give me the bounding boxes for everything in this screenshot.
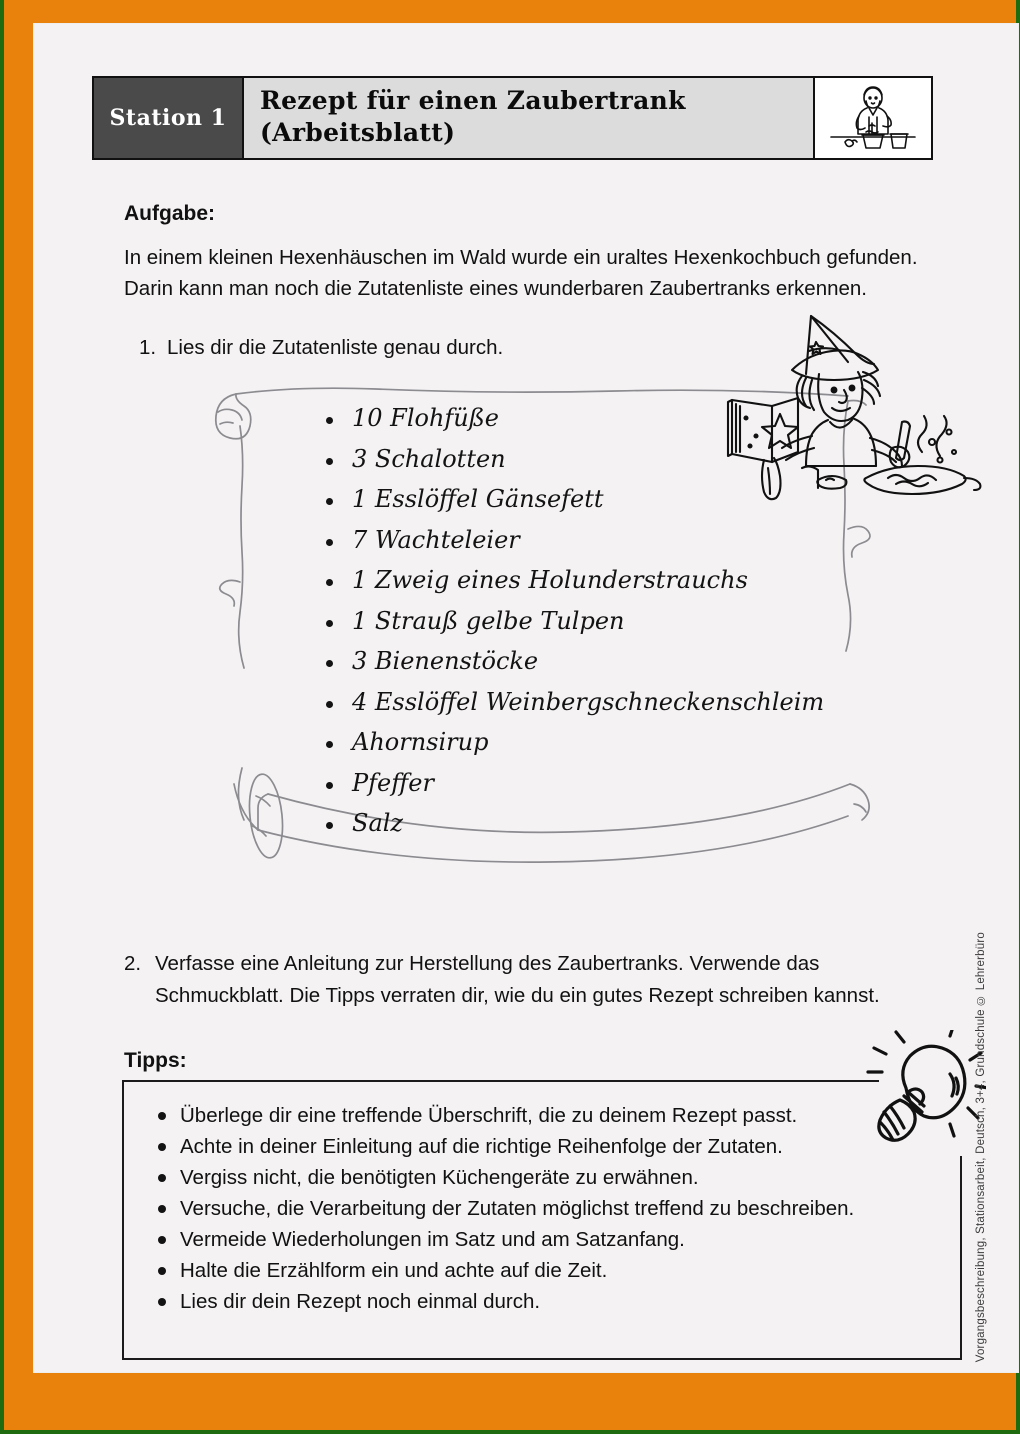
list-item: 3 Schalotten [324,447,864,471]
copyright-credit [970,902,992,1362]
lightbulb-icon [846,1030,986,1160]
list-item: Versuche, die Verarbeitung der Zutaten möglichst treffend zu beschreiben. [156,1195,946,1223]
list-item: Salz [324,811,864,835]
task-two-text: Verfasse eine Anleitung zur Herstellung des Zaubertranks. Verwende das Schmuckblatt. Die Tipps verraten dir, wie du ein gutes Rezept schreiben kannst. [155,952,880,1007]
tips-border-top [122,1080,879,1082]
list-item: Pfeffer [324,771,864,795]
list-item: Überlege dir eine treffende Überschrift, die zu deinem Rezept passt. [156,1102,946,1130]
list-item: Vermeide Wiederholungen im Satz und am Satzanfang. [156,1226,946,1254]
worksheet-title-line-1: Rezept für einen Zaubertrank [260,86,686,115]
witch-with-spellbook-and-cauldron [706,302,986,512]
cooking-person-illustration [815,76,933,160]
station-badge [92,76,244,160]
tipps-heading: Tipps: [124,1049,187,1072]
tips-box [122,1080,962,1360]
tips-border-bottom [122,1358,962,1360]
copyright-credit-text: Vorgangsbeschreibung, Stationsarbeit, Deutsch, 3+4, Grundschule © Lehrerbüro [975,931,987,1362]
list-item: Vergiss nicht, die benötigten Küchengeräte zu erwähnen. [156,1164,946,1192]
worksheet-header [92,76,933,160]
tips-border-left [122,1080,124,1360]
list-item: 3 Bienenstöcke [324,649,864,673]
list-item: 1 Esslöffel Gänsefett [324,487,864,511]
task-two [124,948,929,1012]
task-one [139,336,739,360]
list-item: 1 Zweig eines Holunderstrauchs [324,568,864,592]
list-item: 10 Flohfüße [324,406,864,430]
tips-border-right [960,1156,962,1360]
list-item: 7 Wachteleier [324,528,864,552]
list-item: Achte in deiner Einleitung auf die richtige Reihenfolge der Zutaten. [156,1133,946,1161]
station-label: Station 1 [109,105,227,131]
list-item: Ahornsirup [324,730,864,754]
list-item: 1 Strauß gelbe Tulpen [324,609,864,633]
list-item: Halte die Erzählform ein und achte auf die Zeit. [156,1257,946,1285]
aufgabe-heading: Aufgabe: [124,202,215,225]
worksheet-sheet [34,24,1018,1372]
worksheet-title-box [244,76,815,160]
list-item: Lies dir dein Rezept noch einmal durch. [156,1288,946,1316]
worksheet-title-line-2: (Arbeitsblatt) [260,117,456,147]
tips-list [156,1102,946,1320]
task-one-text: Lies dir die Zutatenliste genau durch. [167,336,504,359]
task-one-number: 1. [139,336,157,359]
task-two-number: 2. [124,952,142,975]
list-item: 4 Esslöffel Weinbergschneckenschleim [324,690,864,714]
intro-paragraph: In einem kleinen Hexenhäuschen im Wald wurde ein uraltes Hexenkochbuch gefunden. Darin kann man noch die Zutatenliste eines wunderbaren Zaubertranks erkennen. [124,246,918,301]
